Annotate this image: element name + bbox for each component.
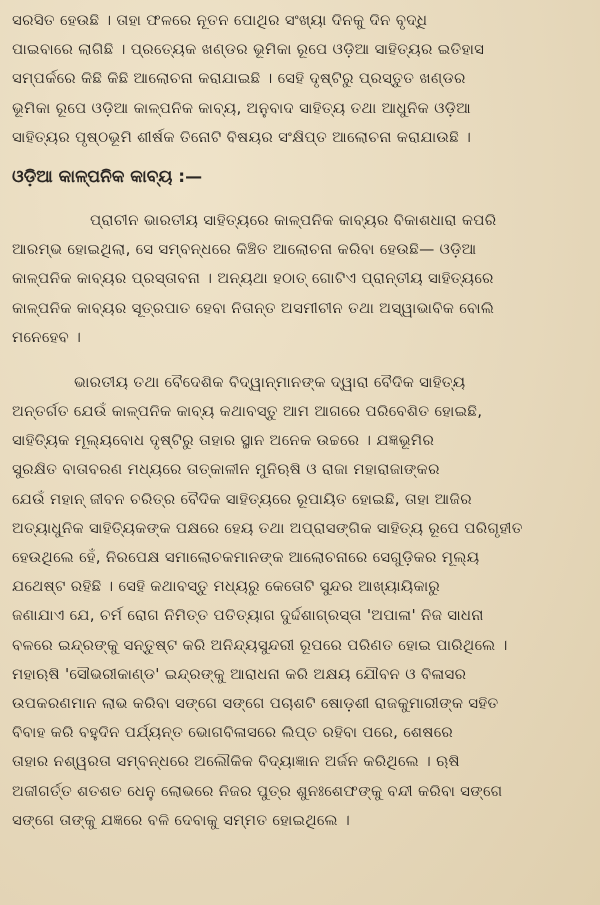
text-line: ବଳରେ ଇନ୍ଦ୍ରଙ୍କୁ ସନ୍ତୁଷ୍ଟ କରି ଅନିନ୍ଦ୍ୟସୁନ୍ଦରୀ ରୂପରେ ପରିଣତ ହୋଇ ପାରିଥିଲେ । xyxy=(12,635,508,654)
text-line: ଆରମ୍ଭ ହୋଇଥିଲା, ସେ ସମ୍ବନ୍ଧରେ କିଞ୍ଚିତ ଆଲୋଚନା କରିବା ହେଉଛି— ଓଡ଼ିଆ xyxy=(12,240,477,259)
text-line: ଭାରତୀୟ ତଥା ବୈଦେଶିକ ବିଦ୍ୱାନ୍‌ମାନଙ୍କ ଦ୍ୱାରା ବୈଦିକ ସାହିତ୍ୟ xyxy=(74,372,466,391)
text-line: ଯେଉଁ ମହାନ୍ ଜୀବନ ଚରିତ୍ର ବୈଦିକ ସାହିତ୍ୟରେ ରୂପାୟିତ ହୋଇଛି, ତାହା ଆଜିର xyxy=(12,489,472,508)
text-line: ପାଇବାରେ ଲାଗିଛି । ପ୍ରତ୍ୟେକ ଖଣ୍ଡର ଭୂମିକା ରୂପେ ଓଡ଼ିଆ ସାହିତ୍ୟର ଇତିହାସ xyxy=(12,40,485,59)
text-line: ଜଣାଯାଏ ଯେ, ଚର୍ମ ରୋଗ ନିମିତ୍ତ ପତିତ୍ୟାଗ ଦୁର୍ଦ୍ଦଶାଗ୍ରସ୍ତା 'ଅପାଳା' ନିଜ ସାଧନା xyxy=(12,606,484,625)
text-line: ଭୂମିକା ରୂପେ ଓଡ଼ିଆ କାଳ୍ପନିକ କାବ୍ୟ, ଅନୁବାଦ ସାହିତ୍ୟ ତଥା ଆଧୁନିକ ଓଡ଼ିଆ xyxy=(12,98,472,117)
text-line: ଯଥେଷ୍ଟ ରହିଛି । ସେହି କଥାବସ୍ତୁ ମଧ୍ୟରୁ କେତୋଟି ସୁନ୍ଦର ଆଖ୍ୟାୟିକାରୁ xyxy=(12,577,441,596)
text-line: ହେଉଥିଲେ ହେଁ, ନିରପେକ୍ଷ ସମାଲୋଚକମାନଙ୍କ ଆଲୋଚନାରେ ସେଗୁଡ଼ିକର ମୂଲ୍ୟ xyxy=(12,548,480,566)
text-line: ଅନ୍ତର୍ଗତ ଯେଉଁ କାଳ୍ପନିକ କାବ୍ୟ କଥାବସ୍ତୁ ଆମ ଆଗରେ ପରିବେଶିତ ହୋଇଛି, xyxy=(12,402,483,421)
text-line: ବିବାହ କରି ବହୁଦିନ ପର୍ଯ୍ୟନ୍ତ ଭୋଗବିଳାସରେ ଲିପ୍ତ ରହିବା ପରେ, ଶେଷରେ xyxy=(12,723,454,742)
text-line: ଅତ୍ୟାଧୁନିକ ସାହିତ୍ୟିକଙ୍କ ପକ୍ଷରେ ହେୟ ତଥା ଅପ୍ରାସଙ୍ଗିକ ସାହିତ୍ୟ ରୂପେ ପରିଗୃହୀତ xyxy=(12,518,523,537)
paragraph-2 xyxy=(12,368,586,835)
text-line: ସମ୍ପର୍କରେ କିଛି କିଛି ଆଲୋଚନା କରାଯାଇଛି । ସେହି ଦୃଷ୍ଟିରୁ ପ୍ରସ୍ତୁତ ଖଣ୍ଡର xyxy=(12,69,466,88)
text-line: ସାହିତ୍ୟର ପୃଷ୍ଠଭୂମି ଶୀର୍ଷକ ତିନୋଟି ବିଷୟର ସଂକ୍ଷିପ୍ତ ଆଲୋଚନା କରାଯାଉଛି । xyxy=(12,127,472,146)
text-line: କାଳ୍ପନିକ କାବ୍ୟର ସୂତ୍ରପାତ ହେବା ନିତାନ୍ତ ଅସମୀଚୀନ ତଥା ଅସ୍ୱାଭାବିକ ବୋଲି xyxy=(12,298,495,317)
section-heading: ଓଡ଼ିଆ କାଳ୍ପନିକ କାବ୍ୟ :— xyxy=(12,166,203,187)
text-line: ସରସିତ ହେଉଛି । ତାହା ଫଳରେ ନୂତନ ପୋଥିର ସଂଖ୍ୟା ଦିନକୁ ଦିନ ବୃଦ୍ଧି xyxy=(12,11,428,29)
text-line: ମନେହେବ । xyxy=(12,327,82,346)
text-line: ମହାଋଷି 'ସୌଭରୀକାଣ୍ଡ' ଇନ୍ଦ୍ରଙ୍କୁ ଆରାଧନା କରି ଅକ୍ଷୟ ଯୌବନ ଓ ବିଳାସର xyxy=(12,664,467,683)
text-line: ପ୍ରାଚୀନ ଭାରତୀୟ ସାହିତ୍ୟରେ କାଳ୍ପନିକ କାବ୍ୟର ବିକାଶଧାରା କପରି xyxy=(90,210,497,229)
intro-paragraph xyxy=(12,6,586,152)
text-line: କାଳ୍ପନିକ କାବ୍ୟର ପ୍ରସ୍ତାବନା । ଅନ୍ୟଥା ହଠାତ୍ ଗୋଟିଏ ପ୍ରାନ୍ତୀୟ ସାହିତ୍ୟରେ xyxy=(12,269,494,288)
text-line: ଉପକରଣମାନ ଲାଭ କରିବା ସଙ୍ଗେ ସଙ୍ଗେ ପଚାଶଟି ଷୋଡ଼ଶୀ ରାଜକୁମାରୀଙ୍କ ସହିତ xyxy=(12,693,499,712)
text-line: ଅଜୀଗର୍ତ୍ତ ଶତଶତ ଧେନୁ ଲୋଭରେ ନିଜର ପୁତ୍ର ଶୁନଃଶେଫଙ୍କୁ ବନ୍ଦୀ କରିବା ସଙ୍ଗେ xyxy=(12,781,503,800)
text-line: ସାହିତ୍ୟିକ ମୂଲ୍ୟବୋଧ ଦୃଷ୍ଟିରୁ ତାହାର ସ୍ଥାନ ଅନେକ ଉଚ୍ଚରେ । ଯଜ୍ଞଭୂମିର xyxy=(12,431,435,450)
text-line: ତାହାର ନଶ୍ୱରତା ସମ୍ବନ୍ଧରେ ଅଲୌକିକ ବିଦ୍ୟାଜ୍ଞାନ ଅର୍ଜନ କରିଥିଲେ । ଋଷି xyxy=(12,752,460,771)
text-line: ସୁରକ୍ଷିତ ବାତାବରଣ ମଧ୍ୟରେ ତାତ୍କାଳୀନ ମୁନିଋଷି ଓ ରାଜା ମହାରାଜାଙ୍କର xyxy=(12,460,440,479)
paragraph-1 xyxy=(12,206,586,352)
text-line: ସଙ୍ଗେ ତାଙ୍କୁ ଯଜ୍ଞରେ ବଳି ଦେବାକୁ ସମ୍ମତ ହୋଇଥିଲେ । xyxy=(12,810,351,829)
